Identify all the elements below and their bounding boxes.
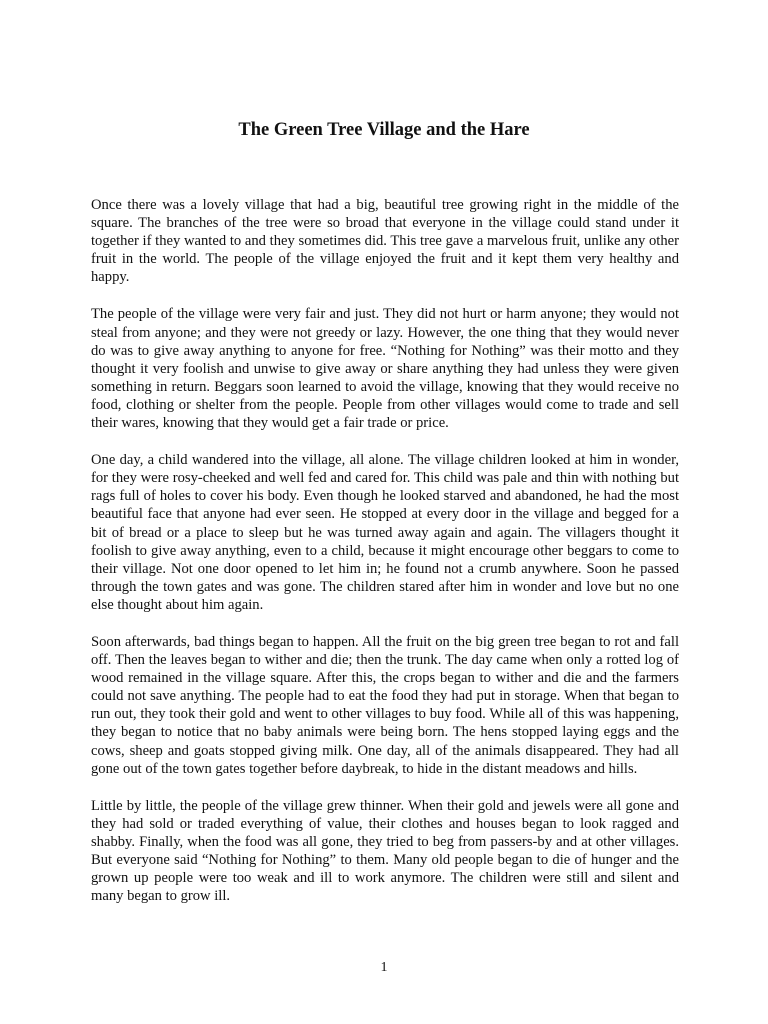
paragraph-5: Little by little, the people of the village grew thinner. When their gold and jewels were all gone and they had sold or traded everything of value, their clothes and houses began to look ragged and shabby. Finally, when the food was all gone, they tried to beg from passers-by and at other villages. But everyone said “Nothing for Nothing” to them. Many old people began to die of hunger and the grown up people were too weak and ill to work anymore. The children were still and silent and many began to grow ill. xyxy=(91,797,679,905)
paragraph-1: Once there was a lovely village that had a big, beautiful tree growing right in the middle of the square. The branches of the tree were so broad that everyone in the village could stand under it together if they wanted to and they sometimes did. This tree gave a marvelous fruit, unlike any other fruit in the world. The people of the village enjoyed the fruit and it kept them very healthy and happy. xyxy=(91,197,679,286)
paragraph-4: Soon afterwards, bad things began to happen. All the fruit on the big green tree began to rot and fall off. Then the leaves began to wither and die; then the trunk. The day came when only a rotted log of wood remained in the village square. After this, the crops began to wither and die and the farmers could not save anything. The people had to eat the food they had put in storage. When that began to run out, they took their gold and went to other villages to buy food. While all of this was happening, they began to notice that no baby animals were being born. The hens stopped laying eggs and the cows, sheep and goats stopped giving milk. One day, all of the animals disappeared. They had all gone out of the town gates together before daybreak, to hide in the distant meadows and hills. xyxy=(91,633,679,777)
paragraph-2: The people of the village were very fair and just. They did not hurt or harm anyone; they would not steal from anyone; and they were not greedy or lazy. However, the one thing that they would never do was to give away anything to anyone for free. “Nothing for Nothing” was their motto and they thought it very foolish and unwise to give away or share anything they had unless they were given something in return. Beggars soon learned to avoid the village, knowing that they would receive no food, clothing or shelter from the people. People from other villages would come to trade and sell their wares, knowing that they would get a fair trade or price. xyxy=(91,306,679,432)
page-number: 1 xyxy=(380,960,388,975)
document-title: The Green Tree Village and the Hare xyxy=(238,120,530,140)
paragraph-3: One day, a child wandered into the village, all alone. The village children looked at him in wonder, for they were rosy-cheeked and well fed and cared for. This child was pale and thin with nothing but rags full of holes to cover his body. Even though he looked starved and abandoned, he had the most beautiful face that anyone had ever seen. He stopped at every door in the village and begged for a bit of bread or a place to sleep but he was turned away again and again. The villagers thought it foolish to give away anything, even to a child, because it might encourage other beggars to come to their village. Not one door opened to let him in; he found not a crumb anywhere. Soon he passed through the town gates and was gone. The children stared after him in wonder and love but no one else thought about him again. xyxy=(91,452,679,613)
document-body xyxy=(91,196,679,924)
